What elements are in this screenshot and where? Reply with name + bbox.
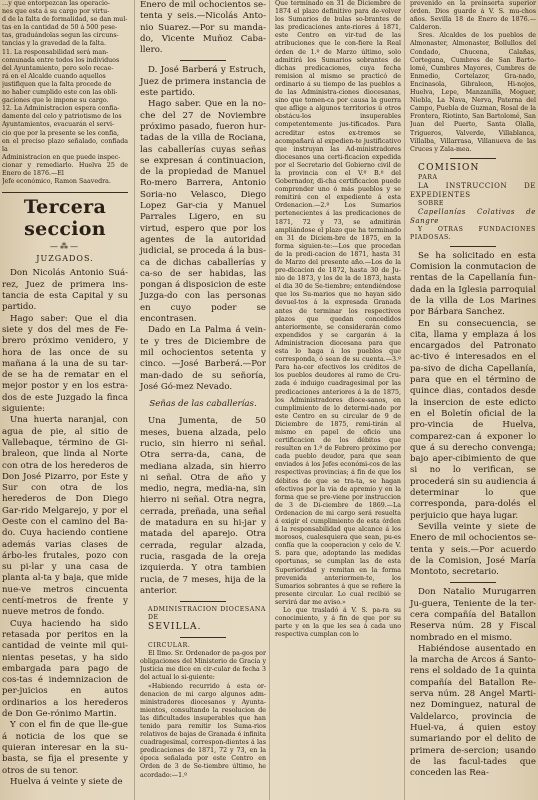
continued-line: 11. La responsabilidad será man- <box>2 48 109 56</box>
continued-line: …y que entorpezcan las operacio- <box>2 0 110 7</box>
column-4 <box>408 0 536 800</box>
continued-line: en el preciso plazo señalado, confiada la <box>2 137 128 153</box>
column-4-top <box>410 0 536 154</box>
juzgados-heading: JUZGADOS. <box>36 254 94 264</box>
continued-line: Ayuntamientos, evacuarán el servi- <box>2 121 115 129</box>
paragraph: Que terminado en 31 de Diciembre de 1874 el plazo definitivo para de-volver los Sumarios de bulas so-brantes de las predicaciones ante-riores á 1871, este Centro en vir-tud de las atribuciones que le con-fiere la Real órden de 1.º de Marzo último, solo admitirá los Sumarios sobrantes de dichas predicaciones, cuya fecha remision al mismo se practicó de ordinario á su tiempo de las pueblos a de las Administra-ciones diocesanas, sino que tomen-ca por causa la guerra que aflige a algunos territorios ú otros obstácu-los insuperables competentemente jus-tificados. Para acreditar estos ex-tremos se acompañará al expedien-te justificativo que instruyan las Ad-ministradores diocesanos una certi-ficacion expedida por el Secretario del Gobierno civil de la provincia con el V.º B.º del Gobernador, di-cha certificacion puede comprender uno ó más pueblos y se remitirá con el expediente á esta Ordenacion.—2.º Los Sumarios pertenecientes á las predicaciones de 1871, 72 y 73, se admitirán ampliándose el plazo que ha terminado en 31 de Diciem-bre de 1875, en la forma siguien-te:—Los que procedan de la predi-cacion de 1871, hasta 31 de Marzo del presente año.—Los de la pre-dicacion de 1872, hasta 30 de Ju-nio de 1873, y los de la de 1873, hasta el dia 30 de Se-tiembre; entendiéndose que los Su-marios que no hayan sido devuel-tos á la expresada Granada antes de terminar los respectivos plazos que quedan concedidos anteriormente, se considerarán como expendidos y se cargarán á la Administracion diocesana para que esta lo haga á los pueblos que corresponda, ó sean de su cuenta.—3.º Para ha-cer efectivos los créditos de los pueblos deudores al ramo de Cru-zada é induigo cuadragesimal por las predicaciones anteriores á la de 1875, los Administradores dioce-sanos, en cumplimiento de lo determi-nado por este Centro en su circular de 9 de Diciembre de 1875, remi-tirán al mismo en papel de oficio una certificacion de los débitos que resulten en 1.º de Febrero próximo por cada pueblo deudor, para que sean enviados á los Jefes económi-cos de las respectivas provincias; á fin de que los débitos de que se tra-ta, se hagan efectivos por la via de apremio y en la forma que se pre-viene por instruccion de 3 de Di-ciembre de 1869.—La Ordenacion de mi cargo será resuelta á exigir el cumplimiento de esta órden á la responsabilidad que alcance á los morosos, cualesquiera que sean, pu-es confía que la cooperacion y celo de V. S. para que, adoptando las medidas oportunas, se cumplan las de esta Superioridad y remitan en la forma prevenida anteriormen-te, los Sumarios sobrantes á que se refiere la presente circular. Lo cual recibió se servirá dar me aviso.» <box>275 0 401 606</box>
comision-heading: COMISION <box>418 162 480 173</box>
continued-line: 12. La Administracion espera confia- <box>2 105 120 113</box>
paragraph: prevenido en la preinserta superior órden. Dios guarde á V. S. mu-chos años. Sevilla 18 de Enero de 1876.—Calderon. <box>410 0 536 32</box>
para-la-label: PARA <box>418 173 438 181</box>
continued-line: justifiquen que la falta procede de <box>2 80 112 88</box>
continued-line: comunada entre todos los individuos <box>2 56 120 64</box>
paragraph: Y con el fin de que lle-gue á noticia de los que se quieran interesar en la su-basta, se fija el presente y otros de su tenor. <box>2 720 128 776</box>
continued-line: cionar y remediarlo. Huelva 25 de Enero de 1876.—El <box>2 161 128 177</box>
continued-line: tas, graduándolas segun las circuns- <box>2 32 119 40</box>
paragraph: Cuya haciendo ha sido retasada por peritos en la cantidad de veinte mil qui-nientas pesetas, y ha sido embargada para pago de cos-tas é indemnizacion de per-juicios en autos ordinarios a los herederos de Don Ge-rónimo Martin. <box>2 618 128 720</box>
paragraph: Habiéndose ausentado en la marcha de Arcos á Santo-rens el soldado de 1a quinta compañía del Batallon Re-serva núm. 28 Angel Marti-nez Dominguez, natural de Valdelarco, provincia de Huel-va, á quien estoy sumariando por el delito de primera de-sercion; usando de las facul-tades que conceden las Rea- <box>410 643 536 779</box>
separator <box>450 582 495 583</box>
separator <box>180 601 225 602</box>
continued-line: no haber cumplido este con las obli- <box>2 89 118 97</box>
circular-heading: CIRCULAR. <box>148 642 191 650</box>
continued-notice <box>2 0 128 186</box>
continued-line: damente del celo y patriotismo de los <box>2 113 122 121</box>
separator <box>450 158 495 159</box>
paragraph: Don Natalio Murugarren Ju-guera, Teniente de la ter-cera compañía del Batallon Reserva núm. 28 y Fiscal nombrado en el mismo. <box>410 587 536 643</box>
circular-block <box>140 642 266 780</box>
column-rule <box>269 0 270 800</box>
paragraph: Sevilla veinte y siete de Enero de mil ochocientos se-tenta y seis.—Por acuerdo de la Comision, José María Montoto, secretario. <box>410 521 536 578</box>
capellanias-heading: Capellanías Colativas de Sangre <box>410 207 536 225</box>
continued-line: rá en el Alcalde cuando aquellos <box>2 72 106 80</box>
paragraph: Una huerta naranjal, con agua de pie, al sitio de Vallebaque, término de Gi-braleon, que linda al Norte con otra de los herederos de Don José Pizarro, por Este y Sur con otra de los herederos de Don Diego Gar-rido Melgarejo, y por el Oeste con el camino del Ba-do. Cuya haciendo contiene además varias clases de árbo-les frutales, pozo con su pi-lar y una casa de planta al-ta y baja, que mide nue-ve metros cincuenta centí-metros de frente y nueve metros de fondo. <box>2 415 128 618</box>
ornament: —⁂— <box>50 242 80 252</box>
paragraph: Huelva á veinte y siete de <box>10 776 123 787</box>
admin-heading: ADMINISTRACION DIOCESANA <box>148 606 266 614</box>
sobre-label: SOBRE <box>418 199 445 207</box>
column-rule <box>404 0 405 800</box>
continued-line: cio que por la presente se les confia, <box>2 129 120 137</box>
continued-line: Jefe económico, Ramon Saavedra. <box>2 178 111 186</box>
paragraph: El Ilmo. Sr. Ordenador de pa-gos por obligaciones del Ministerio de Gracia y Justicia me dice en cir-cular de fecha 3 del actual lo si-guiente: <box>140 650 266 682</box>
paragraph: En su consecuencia, se cita, llama y emplaza á los encargados del Patronato ac-tivo é interesados en el pa-sivo de dicha Capellanía, para que en el término de quince dias, contados desde la insercion de este edicto en el Boletín oficial de la pro-vincia de Huelva, comparez-can á exponer lo que á su derecho convenga; bajo aper-cibimiento de que si no lo verifican, se procederá sin su audiencia á determinar lo que corresponda, para-dolés el perjuicio que haya lugar. <box>410 318 536 521</box>
continued-line: tancias y la gravedad de la falta. <box>2 40 107 48</box>
paragraph: Lo que trasladó á V. S. pa-ra su conocimiento, y á fin de que por su parte y en la que les sea á cada uno respectiva cumplan con lo <box>275 607 401 639</box>
section-title: Tercera seccion <box>2 192 128 240</box>
senas-heading: Señas de las caballerías. <box>149 399 257 410</box>
paragraph: Don Nicolás Antonio Suá-rez, Juez de primera ins-tancia de esta Capital y su partido. <box>2 268 128 313</box>
paragraph: Enero de mil ochocientos se-tenta y seis.—Nicolás Anto-nio Suarez.—Por su manda-do, Vicente Muñoz Caba-llero. <box>140 0 266 56</box>
column-3 <box>273 0 401 800</box>
separator <box>180 637 225 638</box>
paragraph: Se ha solicitado en esta Comision la conmutacion de rentas de la Capellanía fun-dada en la Iglesia parroquial de la villa de Los Marines por Bárbara Sanchez. <box>410 250 536 318</box>
separator <box>180 60 225 61</box>
column-2 <box>138 0 266 800</box>
paragraph: Una Jumenta, de 50 meses, buena alzada, pelo rucio, sin hierro ni señal. Otra serra-da, cana, de mediana alzada, sin hierro ni señal. Otra de año y medio, negra, media-na, sin hierro ni señal. Otra negra, cerrada, preñada, una señal de matadura en su hi-jar y matada del aparejo. Otra cerrada, regular alzada, rucia, rasgada de la oreja izquierda. Y otra tambien rucia, de 7 meses, hija de la anterior. <box>140 416 266 596</box>
paragraph: Dado en La Palma á vein-te y tres de Diciembre de mil ochocientos setenta y cinco. —José Barberá.—Por man-dado de su señoría, José Gó-mez Nevado. <box>140 325 266 392</box>
paragraph: «Habiendo recurrido á esta or-denacion de mi cargo algunos adm-ministradores diocesanos y Ayunta-mientos, consultando la resolucion de las dificultades insuperables que han tenido para remitir los Suma-rios relativos de bajas de Granada é infinita cuadragesimal, correspon-dientes á las predicaciones de 1871, 72 y 73, en la época señalada por este Centro en Orden de 3 de Se-tiembre último, he acordado:—1.º <box>140 682 266 779</box>
continued-line: gaciones que le impone su cargo. <box>2 97 109 105</box>
paragraph: Sres. Alcaldes de los pueblos de Almonaster, Almonaster, Bollullos del Condado, Chucena, Calañas, Cortegana, Cumbres de San Barto-lomé, Cumbres Mayores, Cumbres de Enmedio, Cortelazor, Gra-nado, Encinasola, Gibraleon, Hi-nojos, Huelva, Lepe, Manzanilla, Moguer, Niebla, La Nava, Nerva, Paterna del Campo, Puebla de Guzman, Rosal de la Frontera, Riotinto, San Bartolomé, San Juan del Puerto, Santa Olalla, Trigueros, Valverde, Villablanca, Villalba, Villarrasa, Villanueva de las Cruces y Zala-mea. <box>410 32 536 153</box>
paragraph: Hago saber: Que el dia siete y dos del mes de Fe-brero próximo venidero, y hora de las once de su mañana á la una de su tar-de se ha de rematar en el mejor postor y en los estra-dos de este Juzgado la finca siguiente: <box>2 313 128 415</box>
instruccion-heading: LA INSTRUCCION DE EXPEDIENTES <box>410 181 536 199</box>
continued-line: nes que esta á su cargo por virtu- <box>2 8 110 16</box>
continued-line: d de la falta de formalidad, se dan mul- <box>2 16 128 24</box>
column-1 <box>2 0 132 800</box>
continued-line: tas en la cantidad de 50 á 500 pese- <box>2 24 118 32</box>
paragraph: D. José Barberá y Estruch, Juez de primera instancia de este partido. <box>140 65 266 99</box>
continued-line: del Ayuntamiento, pero solo recae- <box>2 64 114 72</box>
admin-city: SEVILLA. <box>148 622 202 633</box>
continued-line: Administracion en que puede inspec- <box>2 153 121 161</box>
paragraph: Hago saber. Que en la no-che del 27 de Noviembre próximo pasado, fueron hur-tadas de la villa de Rociana, las caballerías cuyas señas se expresan á continuacion, de la propiedad de Manuel Ro-mero Barrera, Antonio Soria-no Velasco, Diego Lopez Gar-cia y Manuel Parrales Ligero, en su virtud, espero que por los agentes de la autoridad judicial, se proceda á la bus-ca de dichas caballerías y ca-so de ser habidas, las pongan á disposicion de este Juzga-do con las personas en cuyo poder se encontrasen. <box>140 99 266 325</box>
separator <box>450 246 495 247</box>
column-rule <box>134 0 135 800</box>
admin-de: DE <box>148 614 159 622</box>
otras-heading: Y OTRAS FUNDACIONES PIADOSAS. <box>410 225 536 241</box>
